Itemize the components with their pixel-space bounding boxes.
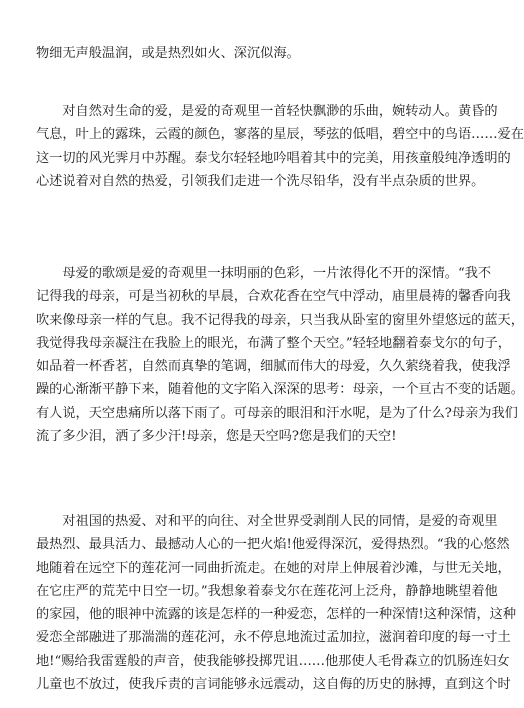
text-line: 心述说着对自然的热爱，引领我们走进一个洗尽铅华，没有半点杂质的世界。 — [36, 173, 485, 189]
text-line: 地!“赐给我雷霆般的声音，使我能够投掷咒诅……他那使人毛骨森立的饥肠连妇女 — [36, 653, 510, 669]
text-line: 这一切的风光霁月中苏醒。泰戈尔轻轻地吟唱着其中的完美，用孩童般纯净透明的 — [36, 150, 511, 166]
text-line: 我觉得我母亲凝注在我脸上的眼光，布满了整个天空。”轻轻地翻着泰戈尔的句子， — [36, 335, 511, 351]
paragraph-motherly-love — [36, 262, 524, 448]
text-line: 流了多少泪，洒了多少汗!母亲，您是天空吗?您是我们的天空! — [36, 429, 397, 445]
paragraph-nature — [36, 100, 524, 193]
text-line: 在它庄严的荒芜中日空一切。”我想象着泰戈尔在莲花河上泛舟，静静地眺望着他 — [36, 583, 498, 599]
text-line: 爱恋全部融进了那湍湍的莲花河，永不停息地流过孟加拉，滋润着印度的每一寸土 — [36, 630, 511, 646]
text-line: 如品着一杯香茗，自然而真挚的笔调，细腻而伟大的母爱，久久萦绕着我，使我浮 — [36, 359, 511, 375]
text-line: 有人说，天空患痛所以落下雨了。可母亲的眼泪和汗水呢，是为了什么?母亲为我们 — [36, 405, 518, 421]
paragraph-patriotism — [36, 510, 517, 696]
text-line: 吹来像母亲一样的气息。我不记得我的母亲，只当我从卧室的窗里外望悠远的蓝天， — [36, 312, 524, 328]
text-line: 儿童也不放过，使我斥责的言词能够永远震动，这自侮的历史的脉搏，直到这个时 — [36, 677, 511, 693]
text-line: 物细无声般温润，或是热烈如火、深沉似海。 — [36, 46, 300, 61]
text-line: 对自然对生命的爱，是爱的奇观里一首轻快飘渺的乐曲，婉转动人。黄昏的 — [36, 104, 498, 119]
text-line: 气息，叶上的露珠，云霞的颜色，寥落的星辰，琴弦的低唱，碧空中的鸟语……爱在 — [36, 127, 524, 143]
text-line: 的家园，他的眼神中流露的该是怎样的一种爱恋，怎样的一种深情!这种深情，这种 — [36, 607, 517, 623]
text-line: 对祖国的热爱、对和平的向往、对全世界受剥削人民的同情，是爱的奇观里 — [36, 514, 498, 529]
text-line: 母爱的歌颂是爱的奇观里一抹明丽的色彩，一片浓得化不开的深情。“我不 — [36, 266, 492, 281]
text-line: 地随着在远空下的莲花河一同曲折流走。在她的对岸上伸展着沙滩，与世无关地， — [36, 560, 511, 576]
text-line: 最热烈、最具活力、最撼动人心的一把火焰!他爱得深沉，爱得热烈。“我的心悠然 — [36, 537, 510, 553]
paragraph-intro-tail — [36, 42, 466, 65]
text-line: 记得我的母亲，可是当初秋的早晨，合欢花香在空气中浮动，庙里晨祷的馨香向我 — [36, 289, 511, 305]
text-line: 躁的心渐渐平静下来，随着他的文字陷入深深的思考：母亲，一个亘古不变的话题。 — [36, 382, 524, 398]
